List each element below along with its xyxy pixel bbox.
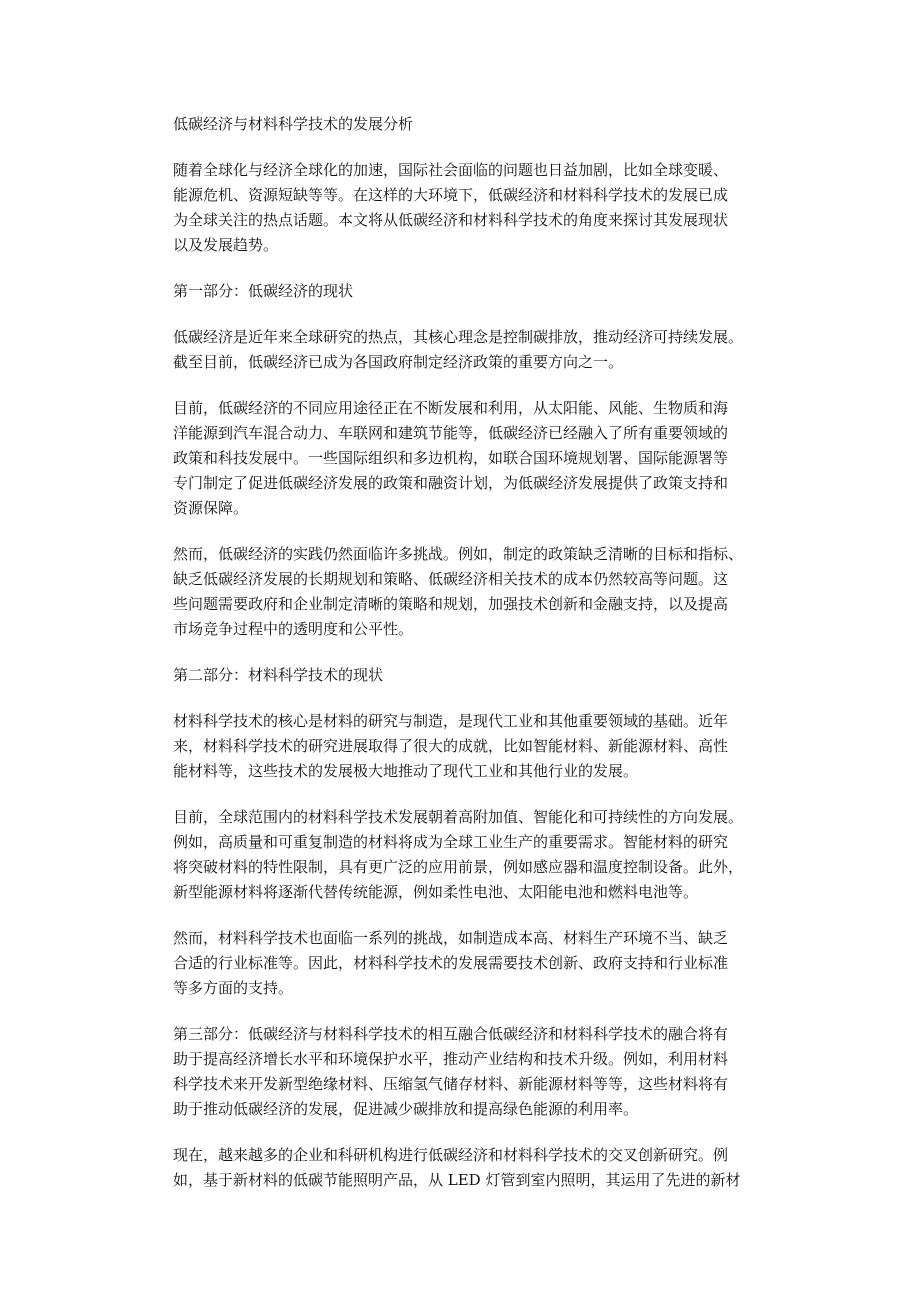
- paragraph: [173, 279, 763, 304]
- text-line: 缺乏低碳经济发展的长期规划和策略、低碳经济相关技术的成本仍然较高等问题。这: [173, 570, 729, 588]
- text-line: 专门制定了促进低碳经济发展的政策和融资计划，为低碳经济发展提供了政策支持和: [173, 474, 729, 492]
- text-line: 第三部分：低碳经济与材料科学技术的相互融合低碳经济和材料科学技术的融合将有: [173, 1025, 729, 1043]
- text-line: 资源保障。: [173, 499, 249, 517]
- text-line: 随着全球化与经济全球化的加速，国际社会面临的问题也日益加剧，比如全球变暖、: [173, 161, 729, 179]
- text-line: 等多方面的支持。: [173, 979, 294, 997]
- text-line: 为全球关注的热点话题。本文将从低碳经济和材料科学技术的角度来探讨其发展现状: [173, 211, 729, 229]
- paragraph: [173, 158, 763, 258]
- paragraph: [173, 1022, 763, 1122]
- text-line: 目前，全球范围内的材料科学技术发展朝着高附加值、智能化和可持续性的方向发展。: [173, 808, 744, 826]
- text-line: 市场竞争过程中的透明度和公平性。: [173, 620, 414, 638]
- text-line: 合适的行业标准等。因此，材料科学技术的发展需要技术创新、政府支持和行业标准: [173, 954, 729, 972]
- text-line: 然而，低碳经济的实践仍然面临许多挑战。例如，制定的政策缺乏清晰的目标和指标、: [173, 545, 744, 563]
- text-line: 如，基于新材料的低碳节能照明产品，从 LED 灯管到室内照明，其运用了先进的新材: [173, 1171, 741, 1189]
- text-line: 以及发展趋势。: [173, 236, 279, 254]
- text-line: 助于提高经济增长水平和环境保护水平，推动产业结构和技术升级。例如，利用材料: [173, 1050, 729, 1068]
- text-line: 然而，材料科学技术也面临一系列的挑战，如制造成本高、材料生产环境不当、缺乏: [173, 929, 729, 947]
- text-line: 低碳经济与材料科学技术的发展分析: [173, 115, 414, 133]
- text-line: 材料科学技术的核心是材料的研究与制造，是现代工业和其他重要领域的基础。近年: [173, 712, 729, 730]
- text-line: 截至目前，低碳经济已成为各国政府制定经济政策的重要方向之一。: [173, 353, 624, 371]
- text-line: 第二部分：材料科学技术的现状: [173, 666, 384, 684]
- document-title: [173, 112, 763, 137]
- text-line: 低碳经济是近年来全球研究的热点，其核心理念是控制碳排放，推动经济可持续发展。: [173, 328, 744, 346]
- paragraph: [173, 542, 763, 642]
- text-line: 洋能源到汽车混合动力、车联网和建筑节能等，低碳经济已经融入了所有重要领域的: [173, 424, 729, 442]
- text-line: 将突破材料的特性限制，具有更广泛的应用前景，例如感应器和温度控制设备。此外，: [173, 858, 744, 876]
- text-line: 助于推动低碳经济的发展，促进减少碳排放和提高绿色能源的利用率。: [173, 1100, 639, 1118]
- text-line: 能源危机、资源短缺等等。在这样的大环境下，低碳经济和材料科学技术的发展已成: [173, 186, 729, 204]
- text-line: 第一部分：低碳经济的现状: [173, 282, 354, 300]
- paragraph: [173, 709, 763, 784]
- document-body: [173, 112, 763, 1214]
- text-line: 来，材料科学技术的研究进展取得了很大的成就，比如智能材料、新能源材料、高性: [173, 737, 729, 755]
- paragraph: [173, 805, 763, 905]
- paragraph-list: [173, 158, 763, 1193]
- text-line: 科学技术来开发新型绝缘材料、压缩氢气储存材料、新能源材料等等，这些材料将有: [173, 1075, 729, 1093]
- text-line: 能材料等，这些技术的发展极大地推动了现代工业和其他行业的发展。: [173, 762, 639, 780]
- text-line: 现在，越来越多的企业和科研机构进行低碳经济和材料科学技术的交叉创新研究。例: [173, 1146, 729, 1164]
- text-line: 政策和科技发展中。一些国际组织和多边机构，如联合国环境规划署、国际能源署等: [173, 449, 729, 467]
- paragraph: [173, 325, 763, 375]
- text-line: 目前，低碳经济的不同应用途径正在不断发展和利用，从太阳能、风能、生物质和海: [173, 399, 729, 417]
- text-line: 些问题需要政府和企业制定清晰的策略和规划，加强技术创新和金融支持，以及提高: [173, 595, 729, 613]
- paragraph: [173, 396, 763, 521]
- text-line: 新型能源材料将逐渐代替传统能源，例如柔性电池、太阳能电池和燃料电池等。: [173, 883, 699, 901]
- text-line: 例如，高质量和可重复制造的材料将成为全球工业生产的重要需求。智能材料的研究: [173, 833, 729, 851]
- paragraph: [173, 926, 763, 1001]
- paragraph: [173, 1143, 763, 1193]
- paragraph: [173, 663, 763, 688]
